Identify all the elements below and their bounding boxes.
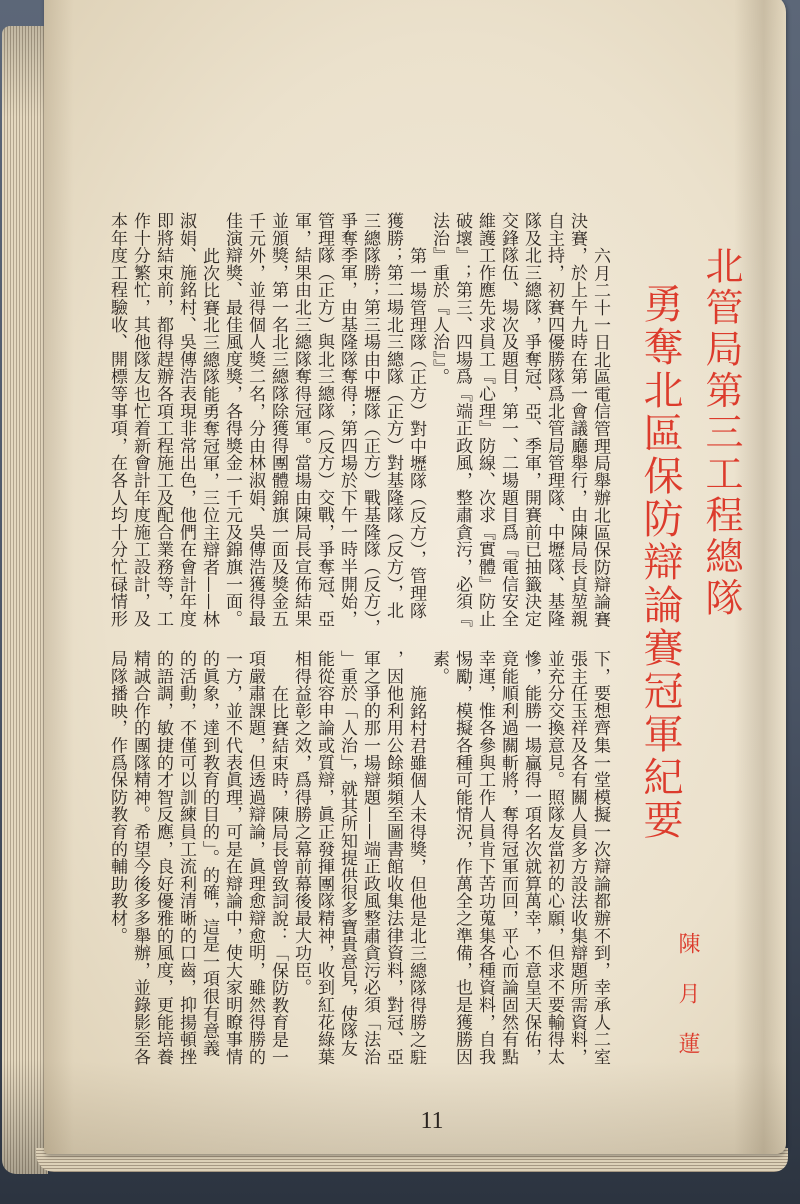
article-upper-text-block [105,212,611,636]
text-column: 此次比賽北三總隊能勇奪冠軍，三位主辯者——林 [199,247,219,628]
book-page [44,0,786,1154]
text-column: 能從容申論或質辯，眞正發揮團隊精神，收到紅花綠葉 [314,650,334,1066]
text-column: 爭奪季軍，由基隆隊奪得；第四場於下午一時半開始， [337,212,357,628]
text-column: 項嚴肅課題，但透過辯論，眞理愈辯愈明，雖然得勝的 [245,650,265,1066]
text-column: 軍之爭的那一場辯題——端正政風整肅貪污必須「法治 [360,650,380,1066]
text-column: 交鋒隊伍、場次及題目，第一、二場題目爲『電信安全 [498,212,518,628]
text-column: 三總隊勝；第三場由中壢隊（正方）戰基隆隊（反方）， [360,212,380,636]
text-column: 相得益彰之效，爲得勝之幕前幕後最大功臣。 [291,650,311,996]
text-column: 第一場管理隊（正方）對中壢隊（反方），管理隊 [406,247,426,620]
text-column: 作十分繁忙，其他隊友也忙着新會計年度施工設計，及 [130,212,150,628]
text-column: 局隊播映，作爲保防教育的輔助教材。 [107,650,127,945]
text-column: 一方，並不代表眞理，可是在辯論中，使大家明瞭事情 [222,650,242,1066]
text-column: 的眞象，達到教育的目的」。的確，這是一項很有意義 [199,650,219,1057]
article-lower-text-block [105,650,611,1066]
text-column: 在比賽結束時，陳局長曾致詞說：「保防教育是一 [268,685,288,1066]
text-column: 千元外，並得個人獎二名，分由林淑娟、吳傳浩獲得最 [245,212,265,628]
text-column: 的活動，不僅可以訓練員工流利清晰的口齒，抑揚頓挫 [176,650,196,1066]
text-column: 幸運，惟各參與工作人員肯下苦功蒐集各種資料，自我 [475,650,495,1066]
text-column: 張主任玉祥及各有關人員多方設法收集辯題所需資料， [567,650,587,1066]
author-name: 陳月蓮 [675,932,700,1082]
text-column: 決賽，於上午九時在第一會議廳舉行，由陳局長貞堃親 [567,212,587,628]
text-column: ，因他利用公餘頻頻至圖書館收集法律資料，對冠、亞 [383,650,403,1066]
text-column: 淑娟、施銘村、吳傳浩表現非常出色，他們在會計年度 [176,212,196,628]
text-column: 本年度工程驗收、開標等事項，在各人均十分忙碌情形 [107,212,127,628]
text-column: 管理隊（正方）與北三總隊（反方）交戰，爭奪冠、亞 [314,212,334,628]
text-column: 的語調，敏捷的才智反應，良好優雅的風度，更能培養 [153,650,173,1066]
text-column: 破壞』；第三、四場爲『端正政風，整肅貪污，必須『 [452,212,472,628]
text-column: 並充分交換意見。照隊友當初的心願，但求不要輸得太 [544,650,564,1066]
text-column: 惕勵，模擬各種可能情況，作萬全之準備，也是獲勝因 [452,650,472,1066]
text-column: 獲勝；第二場北三總隊（正方）對基隆隊（反方），北 [383,212,403,619]
text-column: 施銘村君雖個人未得獎，但他是北三總隊得勝之駐 [406,685,426,1066]
text-column: 即將結束前，都得趕辦各項工程施工及配合業務等，工 [153,212,173,628]
text-column: 慘，能勝一場贏得一項名次就算萬幸，不意皇天保佑， [521,650,541,1066]
text-column: 並頒獎，第一名北三總隊除獲得團體錦旗一面及獎金五 [268,212,288,628]
text-column: 隊及北三總隊，爭奪冠、亞、季軍，開賽前已抽籤決定 [521,212,541,628]
text-column: 法治』重於『人治』』。 [429,212,449,386]
text-column: 下，要想齊集一堂模擬一次辯論都辦不到，幸承人二室 [590,650,610,1066]
text-column: 維護工作應先求員工『心理』防線、次求『實體』防止 [475,212,495,628]
page-edges-left [2,26,48,1174]
text-column: 」重於「人治」，就其所知提供很多寶貴意見，使隊友 [337,650,357,1057]
text-column: 佳演辯獎、最佳風度獎，各得獎金一千元及錦旗一面。 [222,212,242,628]
page-number: 11 [420,1108,444,1134]
text-column: 竟能順利過關斬將，奪得冠軍而回，平心而論固然有點 [498,650,518,1066]
text-column: 素。 [429,650,449,685]
text-column: 軍，結果由北三總隊奪得冠軍。當場由陳局長宣佈結果 [291,212,311,628]
article-title-line-1: 北管局第三工程總隊 [699,246,743,620]
article-title-line-2: 勇奪北區保防辯論賽冠軍紀要 [637,283,683,842]
text-column: 精誠合作的團隊精神。希望今後多多舉辦，並錄影至各 [130,650,150,1066]
text-column: 自主持，初賽四優勝隊爲北管局管理隊、中壢隊、基隆 [544,212,564,628]
text-column: 六月二十一日北區電信管理局舉辦北區保防辯論賽 [590,247,610,628]
